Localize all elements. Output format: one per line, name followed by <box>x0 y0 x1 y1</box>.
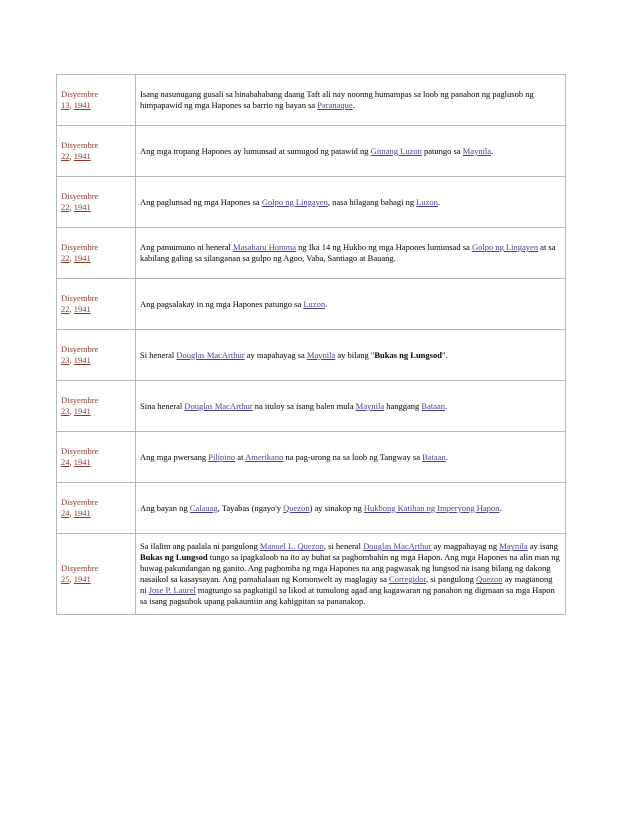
timeline-row <box>57 75 566 126</box>
event-text: Ang paglunsad ng mga Hapones sa <box>140 196 262 207</box>
event-link[interactable]: Douglas MacArthur <box>176 349 245 360</box>
date-year-link[interactable]: 1941 <box>73 304 91 314</box>
event-text: ay mapahayag sa <box>244 349 307 360</box>
event-link[interactable]: Paranaque <box>317 100 353 110</box>
event-link[interactable]: Pilipino <box>208 451 236 462</box>
event-link[interactable]: Golpo ng Lingayen <box>261 196 328 207</box>
date-cell: Disyembre 13, 1941 <box>57 75 136 126</box>
date-month: Disyembre <box>61 344 99 354</box>
event-text: ". <box>441 349 448 360</box>
event-text: . <box>352 100 355 110</box>
date-month: Disyembre <box>61 395 99 405</box>
event-link[interactable]: Golpo ng Lingayen <box>471 242 539 252</box>
event-text: . <box>445 400 448 411</box>
timeline-table <box>56 74 566 615</box>
event-cell <box>136 177 566 228</box>
event-link[interactable]: Amerikano <box>245 451 284 462</box>
event-link[interactable]: Maynila <box>499 541 528 551</box>
event-link[interactable]: Luzon <box>303 298 326 309</box>
date-cell: Disyembre 24, 1941 <box>57 483 136 534</box>
event-link[interactable]: Maynila <box>355 400 385 411</box>
timeline-row <box>57 279 566 330</box>
date-year-link[interactable]: 1941 <box>73 406 91 416</box>
event-text: ay magpahayag ng <box>431 541 500 551</box>
event-text: ay magtanong ni <box>140 574 553 595</box>
event-link[interactable]: Masaharu Homma <box>233 242 297 252</box>
date-cell: Disyembre 22, 1941 <box>57 279 136 330</box>
date-day-link[interactable]: 22 <box>61 202 70 212</box>
event-text: Ang bayan ng <box>140 502 190 513</box>
event-text: Sina heneral <box>140 400 185 411</box>
date-cell: Disyembre 25, 1941 <box>57 534 136 615</box>
event-text: ) ay sinakop ng <box>309 502 364 513</box>
event-link[interactable]: Jose P. Laurel <box>148 585 196 595</box>
event-link[interactable]: Manuel L. Quezon <box>259 541 324 551</box>
date-day-link[interactable]: 24 <box>61 457 70 467</box>
event-cell <box>136 483 566 534</box>
date-year-link[interactable]: 1941 <box>73 202 91 212</box>
event-text: ng Ika 14 ng Hukbo ng mga Hapones lumunsad sa <box>296 242 472 252</box>
event-text: at sa kabilang galing sa silanganan sa gulpo ng Agoo, Vaba, Santiago at Bauang. <box>140 242 556 263</box>
event-link[interactable]: Douglas MacArthur <box>363 541 432 551</box>
timeline-row <box>57 126 566 177</box>
event-text: at <box>235 451 246 462</box>
date-month: Disyembre <box>61 563 99 573</box>
event-text: ay bilang " <box>335 349 375 360</box>
date-cell: Disyembre 23, 1941 <box>57 330 136 381</box>
event-cell <box>136 279 566 330</box>
date-cell: Disyembre 22, 1941 <box>57 228 136 279</box>
event-link[interactable]: Bataan <box>422 451 446 462</box>
event-link[interactable]: Maynila <box>462 145 492 156</box>
timeline-row <box>57 330 566 381</box>
event-text: , si heneral <box>323 541 364 551</box>
date-day-link[interactable]: 22 <box>61 253 70 263</box>
date-month: Disyembre <box>61 293 99 303</box>
date-month: Disyembre <box>61 497 99 507</box>
date-day-link[interactable]: 13 <box>61 100 70 110</box>
event-text: Si heneral <box>140 349 177 360</box>
event-cell <box>136 228 566 279</box>
event-cell <box>136 330 566 381</box>
event-link[interactable]: Maynila <box>306 349 336 360</box>
event-text: , nasa hilagang bahagi ng <box>327 196 417 207</box>
timeline-row <box>57 228 566 279</box>
date-day-link[interactable]: 22 <box>61 151 70 161</box>
event-text: na pag-urong na sa loob ng Tangway sa <box>283 451 423 462</box>
event-link[interactable]: Quezon <box>283 502 310 513</box>
timeline-row <box>57 381 566 432</box>
event-text: Ang mga tropang Hapones ay lumunsad at sumugod ng patawid ng <box>140 145 371 156</box>
event-text: magtungo sa pagkatigil sa likod at tumulong agad ang kagawaran ng panahon ng digmaan sa mga Hapon sa isang pagsubok upang pakauntiin ang kahigpitan sa pananakop. <box>140 585 555 606</box>
date-year-link[interactable]: 1941 <box>73 151 91 161</box>
timeline-table-body <box>57 75 566 615</box>
event-emphasis: Bukas ng Lungsod <box>140 552 208 562</box>
date-year-link[interactable]: 1941 <box>73 355 91 365</box>
date-month: Disyembre <box>61 191 99 201</box>
event-text: tungo sa ipagkaloob na ito ay buhat sa pagbombahin ng mga Hapon. Ang mga Hapones na alin man ng huwag pakundangan ng ganito. Ang pagbomba ng mga Hapones na ang pagwasak ng lungsod na isang bilang ng dakong nasaikol sa kasaysayan. Ang pamahalaan ng Komonwelt ay maglagay sa <box>140 552 560 584</box>
event-cell <box>136 534 566 615</box>
event-link[interactable]: Luzon <box>416 196 438 207</box>
event-text: . <box>445 451 448 462</box>
event-cell <box>136 75 566 126</box>
event-cell <box>136 381 566 432</box>
event-link[interactable]: Douglas MacArthur <box>184 400 253 411</box>
date-month: Disyembre <box>61 140 99 150</box>
event-link[interactable]: Quezon <box>476 574 503 584</box>
event-link[interactable]: Hukbong Katihan ng Imperyong Hapon <box>363 502 500 513</box>
date-month: Disyembre <box>61 242 99 252</box>
date-day-link[interactable]: 23 <box>61 406 70 416</box>
timeline-row <box>57 534 566 615</box>
date-year-link[interactable]: 1941 <box>73 574 91 584</box>
event-text: . <box>491 145 494 156</box>
event-cell <box>136 126 566 177</box>
event-link[interactable]: Calauag <box>189 502 218 513</box>
event-text: hanggang <box>384 400 422 411</box>
date-year-link[interactable]: 1941 <box>73 508 91 518</box>
event-text: Isang nasunugang gusali sa hinabahabang daang Taft ali nay noonng humampas sa loob ng panahon ng paglusob ng himpapawid ng mga Hapones sa barrio ng bayan sa <box>140 89 534 110</box>
event-text: Ang pagsalakay in ng mga Hapones patungo sa <box>140 298 304 309</box>
event-text: Sa ilalim ang paalala ni pangulong <box>140 541 260 551</box>
event-text: Ang pamumuno ni heneral <box>140 242 234 252</box>
date-cell: Disyembre 22, 1941 <box>57 177 136 228</box>
event-link[interactable]: Bataan <box>421 400 446 411</box>
event-text: , si pangulong <box>426 574 477 584</box>
event-link[interactable]: Gitnang Luzon <box>370 145 422 156</box>
event-link[interactable]: Corregidor <box>389 574 426 584</box>
event-text: . <box>325 298 328 309</box>
date-month: Disyembre <box>61 89 99 99</box>
event-text: . <box>437 196 441 207</box>
date-cell: Disyembre 23, 1941 <box>57 381 136 432</box>
date-cell: Disyembre 24, 1941 <box>57 432 136 483</box>
event-cell <box>136 432 566 483</box>
event-text: . <box>499 502 502 513</box>
event-text: ay isang <box>527 541 558 551</box>
event-text: patungo sa <box>421 145 463 156</box>
event-emphasis: Bukas ng Lungsod <box>374 349 442 360</box>
date-month: Disyembre <box>61 446 99 456</box>
event-text: Ang mga pwersang <box>140 451 209 462</box>
date-cell: Disyembre 22, 1941 <box>57 126 136 177</box>
timeline-row <box>57 432 566 483</box>
date-day-link[interactable]: 24 <box>61 508 70 518</box>
event-text: , Tayabas (ngayo'y <box>217 502 284 513</box>
event-text: na ituloy sa isang balen mula <box>252 400 356 411</box>
date-day-link[interactable]: 23 <box>61 355 70 365</box>
timeline-row <box>57 177 566 228</box>
date-year-link[interactable]: 1941 <box>73 253 91 263</box>
date-day-link[interactable]: 22 <box>61 304 70 314</box>
timeline-row <box>57 483 566 534</box>
date-year-link[interactable]: 1941 <box>73 457 91 467</box>
date-year-link[interactable]: 1941 <box>73 100 91 110</box>
date-day-link[interactable]: 25 <box>61 574 70 584</box>
